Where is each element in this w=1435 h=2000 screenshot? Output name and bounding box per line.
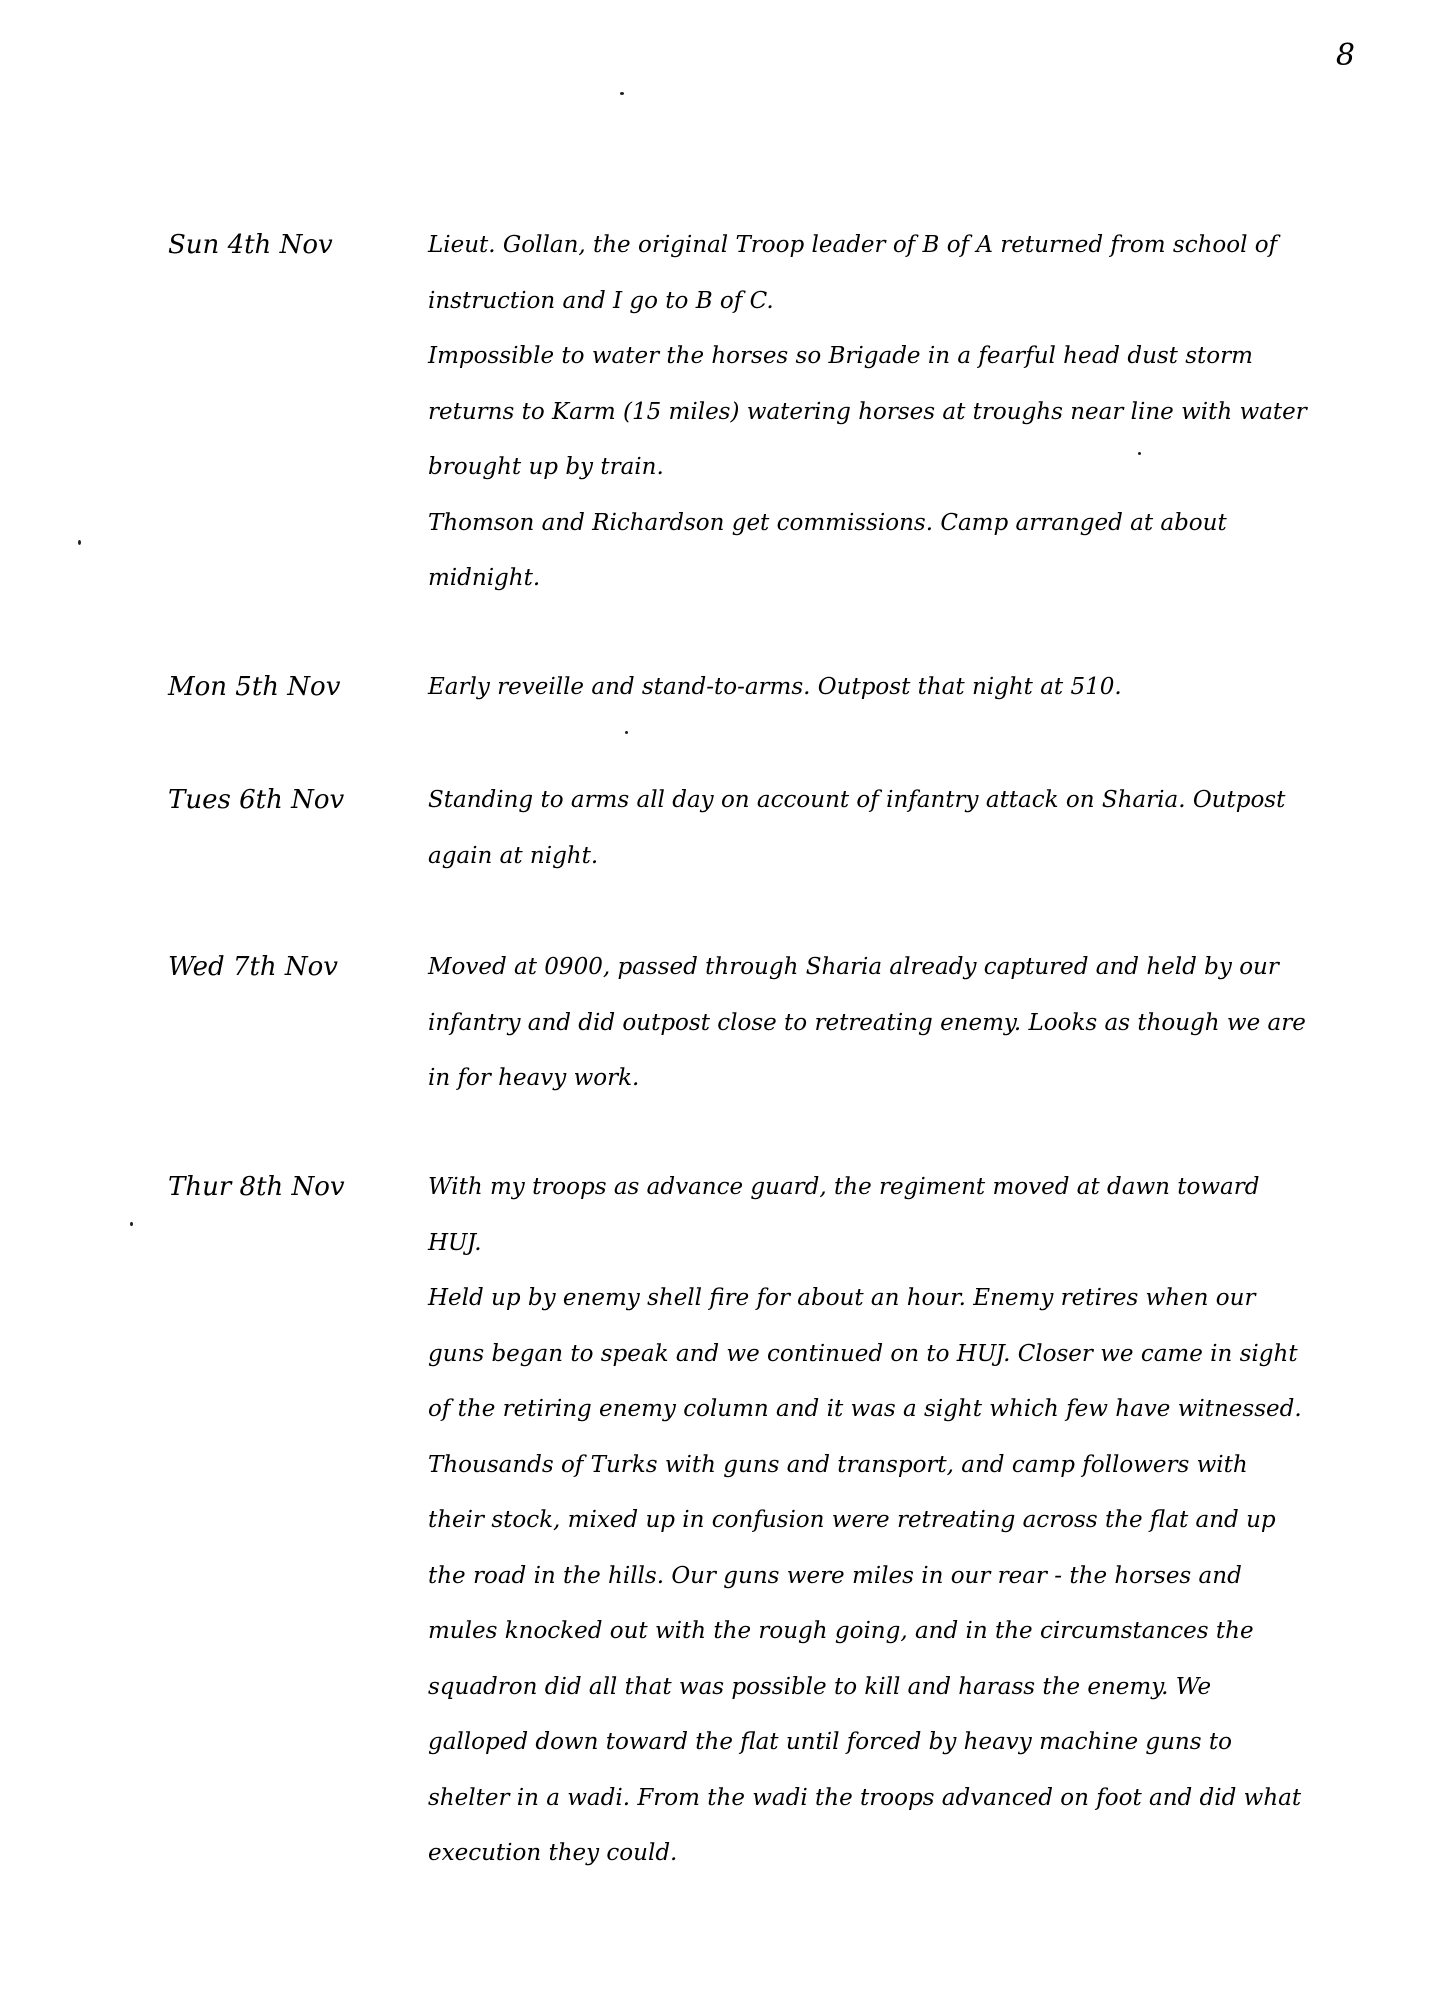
entry-paragraph: Lieut. Gollan, the original Troop leader of B of A returned from school of instruction and I go to B of C. [428,232,1278,314]
entry-paragraph: Moved at 0900, passed through Sharia already captured and held by our infantry and did outpost close to retreating enemy. Looks as though we are in for heavy work. [428,954,1306,1091]
entry-date: Sun 4th Nov [168,230,333,260]
entry-date: Mon 5th Nov [168,672,341,702]
entry-text [428,940,1308,1107]
entry-paragraph: Thomson and Richardson get commissions. Camp arranged at about midnight. [428,509,1227,591]
scan-speck [620,92,624,95]
page-number: 8 [1335,38,1355,73]
scan-speck [78,540,81,545]
entry-text [428,773,1308,884]
entry-paragraph: Standing to arms all day on account of infantry attack on Sharia. Outpost again at night. [428,787,1286,869]
entry-text [428,1160,1308,1882]
scan-speck [1138,452,1141,455]
entry-text [428,218,1308,607]
scan-speck [130,1222,133,1226]
entry-text [428,660,1308,716]
entry-paragraph: Held up by enemy shell fire for about an hour. Enemy retires when our guns began to speak and we continued on to HUJ. Closer we came in sight of the retiring enemy column and it was a sight which few have witnessed. Thousands of Turks with guns and transport, and camp followers with their stock, mixed up in confusion were retreating across the flat and up the road in the hills. Our guns were miles in our rear - the horses and mules knocked out with the rough going, and in the circumstances the squadron did all that was possible to kill and harass the enemy. We galloped down toward the flat until forced by heavy machine guns to shelter in a wadi. From the wadi the troops advanced on foot and did what execution they could. [428,1285,1302,1866]
scan-speck [625,731,628,734]
entry-date: Tues 6th Nov [168,785,345,815]
entry-paragraph: Impossible to water the horses so Brigade in a fearful head dust storm returns to Karm (15 miles) watering horses at troughs near line with water brought up by train. [428,343,1307,480]
entry-paragraph: With my troops as advance guard, the regiment moved at dawn toward HUJ. [428,1174,1260,1256]
entry-paragraph: Early reveille and stand-to-arms. Outpost that night at 510. [428,674,1122,700]
entry-date: Wed 7th Nov [168,952,338,982]
entry-date: Thur 8th Nov [168,1172,345,1202]
